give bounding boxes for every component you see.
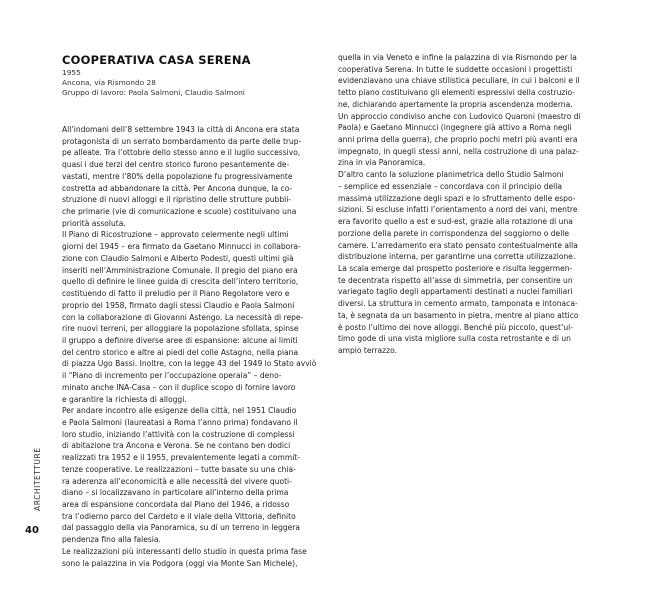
text-line: Le realizzazioni più interessanti dello studio in questa prima fase [62,546,307,556]
text-line: camere. L’arredamento era stato pensato contestualmente alla [338,240,578,250]
text-line: sizioni. Si escluse infatti l’orientamento a nord dei vani, mentre [338,205,578,215]
text-line: protagonista di un serrato bombardamento da parte delle trup- [62,136,302,146]
text-line: giorni del 1945 – era firmato da Gaetano Minnucci in collabora- [62,242,301,252]
text-line: All’indomani dell’8 settembre 1943 la città di Ancona era stata [62,125,300,134]
project-address: Ancona, via Rismondo 28 [62,78,156,87]
text-line: ta, è segnata da un basamento in pietra, mentre al piano attico [338,310,579,320]
text-line: con la collaborazione di Giovanni Astengo. La necessità di repe- [62,312,304,322]
text-line: minato anche INA-Casa – con il duplice scopo di fornire lavoro [62,382,296,392]
text-line: impegnato, in quegli stessi anni, nella costruzione di una palaz- [338,146,579,156]
text-line: quella in via Veneto e infine la palazzina di via Rismondo per la [338,53,577,62]
text-line: di abitazione tra Ancona e Verona. Se ne contano ben dodici [62,441,291,451]
text-line: vastati, mentre l’80% della popolazione fu progressivamente [62,171,293,181]
text-line: D’altro canto la soluzione planimetrica dello Studio Salmoni [338,170,564,180]
text-line: sono la palazzina in via Podgora (oggi via Monte San Michele), [62,558,298,568]
text-line: La scala emerge dal prospetto posteriore e risulta leggermen- [338,263,573,273]
text-line: tenze cooperative. Le realizzazioni – tutte basate su una chia- [62,464,296,474]
text-line: che primarie (vie di comunicazione e scuole) costituivano una [62,207,297,217]
text-line: variegato taglio degli appartamenti destinati a nuclei familiari [338,287,573,297]
text-line: era favorito quello a est e sud-est, grazie alla rotazione di una [338,217,573,227]
article-title: COOPERATIVA CASA SERENA [62,53,251,67]
text-line: è posto l’ultimo dei nove alloggi. Benché più piccolo, quest’ul- [338,322,573,332]
text-line: Il Piano di Ricostruzione – approvato celermente negli ultimi [62,230,289,240]
text-line: tetto piano costituivano gli elementi espressivi della costruzio- [338,88,575,98]
text-line: quasi i due terzi del centro storico furono pesantemente de- [62,160,290,170]
text-line: diversi. La struttura in cemento armato, tamponata e intonaca- [338,299,578,309]
text-line: ampio terrazzo. [338,346,397,355]
text-line: Paola) e Gaetano Minnucci (ingegnere già attivo a Roma negli [338,123,572,133]
text-line: realizzati tra 1952 e il 1955, prevalentemente legati a commit- [62,453,300,463]
text-line: quello di definire le linee guida di crescita dell’intero territorio, [62,277,299,287]
project-team: Gruppo di lavoro: Paola Salmoni, Claudio Salmoni [62,88,245,97]
project-year: 1955 [62,68,81,77]
text-line: Per andare incontro alle esigenze della città, nel 1951 Claudio [62,406,297,416]
text-line: di piazza Ugo Bassi. Inoltre, con la legge 43 del 1949 lo Stato avviò [62,359,317,369]
text-line: cooperativa Serena. In tutte le suddette occasioni i progettisti [338,64,573,74]
text-line: tra l’odierno parco del Cardeto e il viale della Vittoria, definito [62,511,296,521]
text-line: timo gode di una vista migliore sulla costa retrostante e di un [338,334,571,344]
text-line: te decentrata rispetto all’asse di simmetria, per consentire un [338,275,573,285]
text-line: massima utilizzazione degli spazi e lo sfruttamento delle espo- [338,193,576,203]
text-line: zione con Claudio Salmoni e Alberto Podesti, questi ultimi già [62,253,294,263]
text-line: struzione di nuovi alloggi e il ripristino delle strutture pubbli- [62,195,292,205]
text-line: distribuzione interna, per garantirne una corretta utilizzazione. [338,252,576,262]
text-line: pe alleate. Tra l’ottobre dello stesso anno e il luglio successivo, [62,148,301,158]
text-line: loro studio, iniziando l’attività con la costruzione di complessi [62,429,295,439]
text-line: Un approccio condiviso anche con Ludovico Quaroni (maestro di [338,111,581,121]
text-line: diano – si localizzavano in particolare all’interno della prima [62,488,289,498]
text-line: del centro storico e altre ai piedi del colle Astagno, nella piana [62,347,299,357]
text-line: il “Piano di incremento per l’occupazione operaia” – deno- [62,371,282,381]
text-line: dal passaggio della via Panoramica, su di un terreno in leggera [62,523,301,533]
text-line: zina in via Panoramica. [338,158,426,168]
page-number: 40 [25,525,39,536]
text-line: ra aderenza all’economicità e alle necessità del vivere quoti- [62,476,292,486]
text-line: anni prima della guerra), che proprio pochi metri più avanti era [338,135,578,145]
text-line: ne, dichiarando apertamente la propria ascendenza moderna. [338,99,573,109]
text-line: proprio del 1958, firmato dagli stessi Claudio e Paola Salmoni [62,300,295,310]
text-line: e Paola Salmoni (laureatasi a Roma l’anno prima) fondavano il [62,418,298,427]
text-line: – semplice ed essenziale – concordava con il principio della [338,181,562,191]
text-line: rire nuovi terreni, per alloggiare la popolazione sfollata, spinse [62,324,299,334]
text-line: priorità assoluta. [62,218,126,228]
text-line: evidenziavano una chiave stilistica peculiare, in cui i balconi e il [338,76,580,86]
text-line: e garantire la richiesta di alloggi. [62,394,187,404]
text-line: costituendo di fatto il preludio per il Piano Regolatore vero e [62,289,290,299]
section-label: ARCHITETTURE [33,447,42,511]
text-line: porzione della parete in corrispondenza del soggiorno o delle [338,228,570,238]
text-line: area di espansione concordata dal Piano del 1946, a ridosso [62,500,290,510]
text-line: inseriti nell’Amministrazione Comunale. Il pregio del piano era [62,265,298,275]
text-line: pendenza fino alla falesia. [62,535,161,545]
text-line: costretta ad abbandonare la città. Per Ancona dunque, la co- [62,183,293,193]
text-line: il gruppo a definire diverse aree di espansione: alcune ai limiti [62,335,298,345]
